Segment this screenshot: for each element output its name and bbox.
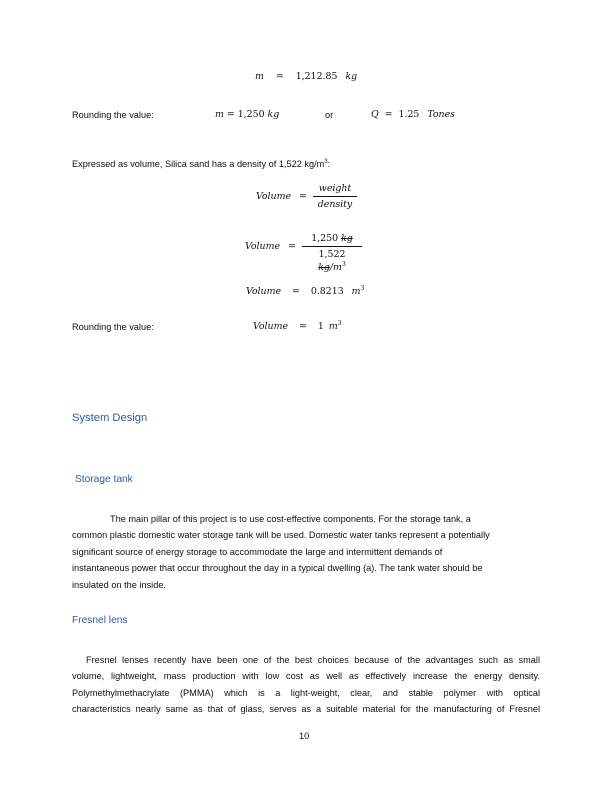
page-number: 10 bbox=[299, 731, 310, 741]
eq-mass-lhs: m bbox=[255, 71, 264, 82]
rounding-volume-op: = bbox=[299, 321, 307, 332]
rounding-expr-mass-op: = bbox=[226, 109, 235, 120]
eq-volume-sub-fraction bbox=[302, 232, 362, 274]
eq-volume-def-numerator: weight bbox=[318, 183, 352, 194]
rounding-volume-value: 1 bbox=[317, 321, 324, 332]
rounding-label-2: Rounding the value: bbox=[72, 322, 154, 332]
rounding-volume-lhs: Volume bbox=[253, 321, 289, 332]
rounding-expr-mass-value: 1,250 bbox=[237, 109, 265, 120]
storage-tank-line: instantaneous power that occur throughout the day in a typical dwelling (a). The tank water should be bbox=[72, 563, 483, 574]
eq-volume-def-fraction bbox=[313, 182, 357, 211]
rounding-expr-tones bbox=[371, 109, 455, 120]
fresnel-line: Polymethylmethacrylate (PMMA) which is a light-weight, clear, and stable polymer with optical bbox=[72, 687, 540, 698]
fraction-bar bbox=[313, 196, 357, 197]
fraction-bar bbox=[302, 246, 362, 247]
storage-tank-line: significant source of energy storage to accommodate the large and intermittent demands of bbox=[72, 546, 443, 557]
storage-tank-line: The main pillar of this project is to use cost-effective components. For the storage tank, a bbox=[110, 514, 471, 524]
eq-volume-def-lhs-text: Volume bbox=[256, 191, 292, 202]
volume-intro bbox=[72, 159, 330, 169]
rounding-expr-mass-lhs: m bbox=[215, 109, 224, 120]
rounding-expr-mass-unit: kg bbox=[267, 109, 280, 120]
eq-volume-result-sup: 3 bbox=[360, 285, 365, 292]
rounding-expr-tones-value: 1.25 bbox=[398, 109, 420, 120]
section-heading-system-design: System Design bbox=[72, 412, 148, 424]
fresnel-line: characteristics nearly same as that of glass, serves as a suitable material for the manufacturing of Fresnel bbox=[72, 704, 540, 715]
rounding-volume-unit: m bbox=[328, 321, 338, 332]
volume-intro-sup: 3 bbox=[324, 159, 328, 165]
eq-volume-result-unit: m bbox=[351, 286, 361, 297]
rounding-expr-tones-unit: Tones bbox=[427, 109, 455, 120]
fresnel-line: Fresnel lenses recently have been one of the best choices because of the advantages such as small bbox=[86, 655, 540, 665]
storage-tank-line: insulated on the inside. bbox=[72, 579, 166, 590]
eq-mass-value: 1,212.85 bbox=[295, 71, 338, 82]
eq-volume-def-lhs bbox=[256, 191, 307, 202]
eq-volume-sub-den-value: 1,522 bbox=[318, 249, 346, 260]
rounding-label-1: Rounding the value: bbox=[72, 110, 154, 120]
eq-volume-sub-denominator bbox=[302, 248, 362, 274]
eq-volume-def-denominator: density bbox=[317, 199, 353, 210]
eq-volume-result-lhs: Volume bbox=[246, 286, 282, 297]
eq-volume-sub-lhs bbox=[245, 241, 296, 252]
eq-volume-result-op: = bbox=[292, 286, 300, 297]
eq-mass-unit: kg bbox=[345, 71, 358, 82]
rounding-volume-sup: 3 bbox=[337, 320, 342, 327]
paragraph-storage-tank bbox=[72, 511, 540, 593]
volume-intro-text: Expressed as volume, Silica sand has a density of 1,522 kg/m bbox=[72, 159, 325, 169]
subheading-fresnel-lens: Fresnel lens bbox=[72, 615, 128, 626]
eq-volume-sub-num-unit: kg bbox=[341, 233, 353, 244]
eq-volume-sub-den-unit: kg bbox=[318, 262, 330, 273]
eq-volume-sub-den-tail: /m bbox=[329, 262, 342, 273]
rounding-connector: or bbox=[325, 110, 334, 120]
storage-tank-line: common plastic domestic water storage tank will be used. Domestic water tanks represent a potentially bbox=[72, 530, 490, 541]
volume-intro-tail: : bbox=[327, 159, 331, 169]
eq-volume-result-value: 0.8213 bbox=[310, 286, 344, 297]
rounding-volume-expr bbox=[253, 321, 342, 332]
eq-volume-sub-numerator bbox=[302, 232, 362, 245]
paragraph-fresnel-lens bbox=[72, 652, 540, 718]
equation-mass bbox=[255, 71, 357, 82]
eq-volume-sub-num-value: 1,250 bbox=[311, 233, 339, 244]
eq-mass-op: = bbox=[275, 71, 284, 82]
eq-volume-sub-op: = bbox=[288, 241, 296, 252]
rounding-expr-tones-lhs: Q bbox=[371, 109, 379, 120]
eq-volume-sub-lhs-text: Volume bbox=[245, 241, 281, 252]
rounding-expr-mass bbox=[215, 109, 279, 120]
eq-volume-result bbox=[246, 286, 364, 297]
fresnel-line: volume, lightweight, mass production with low cost as well as effectively increase the energy density. bbox=[72, 671, 540, 682]
rounding-expr-tones-op: = bbox=[384, 109, 393, 120]
eq-volume-def-op: = bbox=[299, 191, 307, 202]
subheading-storage-tank: Storage tank bbox=[75, 474, 133, 485]
eq-volume-sub-den-sup: 3 bbox=[341, 261, 346, 268]
